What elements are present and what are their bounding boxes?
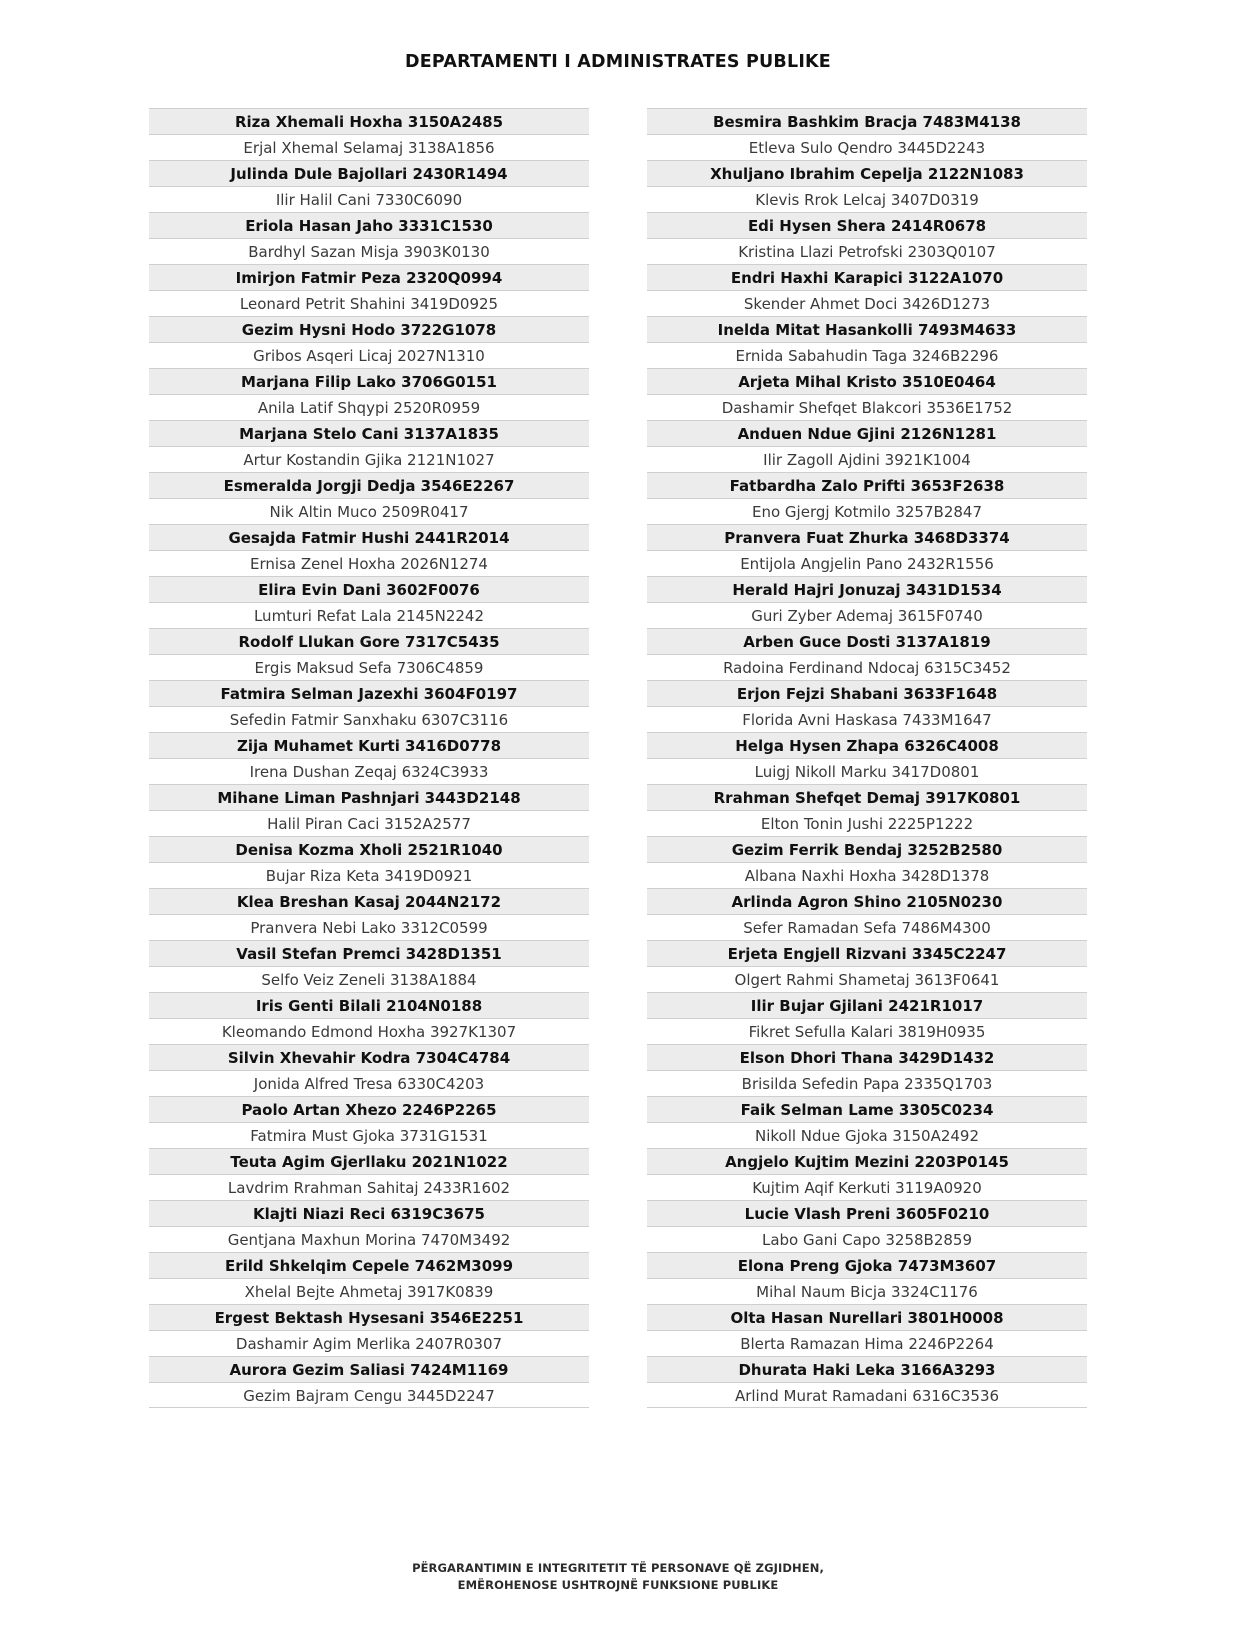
table-row: Arjeta Mihal Kristo 3510E0464 <box>647 368 1087 394</box>
table-row: Elson Dhori Thana 3429D1432 <box>647 1044 1087 1070</box>
table-row: Gribos Asqeri Licaj 2027N1310 <box>149 342 589 368</box>
table-row: Inelda Mitat Hasankolli 7493M4633 <box>647 316 1087 342</box>
table-row: Luigj Nikoll Marku 3417D0801 <box>647 758 1087 784</box>
table-row: Paolo Artan Xhezo 2246P2265 <box>149 1096 589 1122</box>
table-row: Dashamir Agim Merlika 2407R0307 <box>149 1330 589 1356</box>
table-row: Blerta Ramazan Hima 2246P2264 <box>647 1330 1087 1356</box>
footer-line-1: PËRGARANTIMIN E INTEGRITETIT TË PERSONAVE QË ZGJIDHEN, <box>412 1561 824 1575</box>
table-row: Herald Hajri Jonuzaj 3431D1534 <box>647 576 1087 602</box>
table-row: Sefer Ramadan Sefa 7486M4300 <box>647 914 1087 940</box>
table-row: Pranvera Nebi Lako 3312C0599 <box>149 914 589 940</box>
table-row: Besmira Bashkim Bracja 7483M4138 <box>647 108 1087 134</box>
table-row: Esmeralda Jorgji Dedja 3546E2267 <box>149 472 589 498</box>
table-row: Arlind Murat Ramadani 6316C3536 <box>647 1382 1087 1408</box>
table-row: Lucie Vlash Preni 3605F0210 <box>647 1200 1087 1226</box>
table-row: Arlinda Agron Shino 2105N0230 <box>647 888 1087 914</box>
table-row: Dhurata Haki Leka 3166A3293 <box>647 1356 1087 1382</box>
table-row: Erjeta Engjell Rizvani 3345C2247 <box>647 940 1087 966</box>
table-row: Kristina Llazi Petrofski 2303Q0107 <box>647 238 1087 264</box>
table-row: Fikret Sefulla Kalari 3819H0935 <box>647 1018 1087 1044</box>
table-row: Julinda Dule Bajollari 2430R1494 <box>149 160 589 186</box>
table-row: Radoina Ferdinand Ndocaj 6315C3452 <box>647 654 1087 680</box>
table-row: Riza Xhemali Hoxha 3150A2485 <box>149 108 589 134</box>
footer-line-2: EMËROHENOSE USHTROJNË FUNKSIONE PUBLIKE <box>457 1578 779 1592</box>
page-title: DEPARTAMENTI I ADMINISTRATES PUBLIKE <box>405 52 831 72</box>
table-row: Gentjana Maxhun Morina 7470M3492 <box>149 1226 589 1252</box>
table-row: Elton Tonin Jushi 2225P1222 <box>647 810 1087 836</box>
table-row: Ergis Maksud Sefa 7306C4859 <box>149 654 589 680</box>
table-row: Rrahman Shefqet Demaj 3917K0801 <box>647 784 1087 810</box>
table-row: Fatmira Must Gjoka 3731G1531 <box>149 1122 589 1148</box>
table-row: Ernida Sabahudin Taga 3246B2296 <box>647 342 1087 368</box>
table-row: Bardhyl Sazan Misja 3903K0130 <box>149 238 589 264</box>
table-row: Eno Gjergj Kotmilo 3257B2847 <box>647 498 1087 524</box>
table-row: Etleva Sulo Qendro 3445D2243 <box>647 134 1087 160</box>
table-row: Erjal Xhemal Selamaj 3138A1856 <box>149 134 589 160</box>
table-row: Brisilda Sefedin Papa 2335Q1703 <box>647 1070 1087 1096</box>
table-row: Elona Preng Gjoka 7473M3607 <box>647 1252 1087 1278</box>
table-row: Nik Altin Muco 2509R0417 <box>149 498 589 524</box>
table-row: Klevis Rrok Lelcaj 3407D0319 <box>647 186 1087 212</box>
table-row: Denisa Kozma Xholi 2521R1040 <box>149 836 589 862</box>
table-row: Mihal Naum Bicja 3324C1176 <box>647 1278 1087 1304</box>
table-row: Albana Naxhi Hoxha 3428D1378 <box>647 862 1087 888</box>
table-row: Olgert Rahmi Shametaj 3613F0641 <box>647 966 1087 992</box>
table-row: Gezim Ferrik Bendaj 3252B2580 <box>647 836 1087 862</box>
table-row: Arben Guce Dosti 3137A1819 <box>647 628 1087 654</box>
table-row: Aurora Gezim Saliasi 7424M1169 <box>149 1356 589 1382</box>
table-row: Marjana Filip Lako 3706G0151 <box>149 368 589 394</box>
table-row: Teuta Agim Gjerllaku 2021N1022 <box>149 1148 589 1174</box>
table-row: Angjelo Kujtim Mezini 2203P0145 <box>647 1148 1087 1174</box>
table-row: Fatbardha Zalo Prifti 3653F2638 <box>647 472 1087 498</box>
table-row: Pranvera Fuat Zhurka 3468D3374 <box>647 524 1087 550</box>
table-row: Lumturi Refat Lala 2145N2242 <box>149 602 589 628</box>
table-row: Silvin Xhevahir Kodra 7304C4784 <box>149 1044 589 1070</box>
table-row: Gesajda Fatmir Hushi 2441R2014 <box>149 524 589 550</box>
table-row: Xhelal Bejte Ahmetaj 3917K0839 <box>149 1278 589 1304</box>
table-row: Selfo Veiz Zeneli 3138A1884 <box>149 966 589 992</box>
table-row: Rodolf Llukan Gore 7317C5435 <box>149 628 589 654</box>
table-row: Iris Genti Bilali 2104N0188 <box>149 992 589 1018</box>
table-row: Skender Ahmet Doci 3426D1273 <box>647 290 1087 316</box>
table-row: Eriola Hasan Jaho 3331C1530 <box>149 212 589 238</box>
table-row: Gezim Hysni Hodo 3722G1078 <box>149 316 589 342</box>
table-row: Endri Haxhi Karapici 3122A1070 <box>647 264 1087 290</box>
document-page <box>0 52 1236 1652</box>
table-row: Jonida Alfred Tresa 6330C4203 <box>149 1070 589 1096</box>
table-row: Marjana Stelo Cani 3137A1835 <box>149 420 589 446</box>
table-row: Edi Hysen Shera 2414R0678 <box>647 212 1087 238</box>
names-columns <box>0 108 1236 1408</box>
table-row: Irena Dushan Zeqaj 6324C3933 <box>149 758 589 784</box>
table-row: Erjon Fejzi Shabani 3633F1648 <box>647 680 1087 706</box>
table-row: Zija Muhamet Kurti 3416D0778 <box>149 732 589 758</box>
table-row: Anduen Ndue Gjini 2126N1281 <box>647 420 1087 446</box>
table-row: Halil Piran Caci 3152A2577 <box>149 810 589 836</box>
table-row: Klea Breshan Kasaj 2044N2172 <box>149 888 589 914</box>
table-row: Gezim Bajram Cengu 3445D2247 <box>149 1382 589 1408</box>
table-row: Vasil Stefan Premci 3428D1351 <box>149 940 589 966</box>
table-row: Erild Shkelqim Cepele 7462M3099 <box>149 1252 589 1278</box>
table-row: Imirjon Fatmir Peza 2320Q0994 <box>149 264 589 290</box>
table-row: Kleomando Edmond Hoxha 3927K1307 <box>149 1018 589 1044</box>
table-row: Xhuljano Ibrahim Cepelja 2122N1083 <box>647 160 1087 186</box>
table-row: Entijola Angjelin Pano 2432R1556 <box>647 550 1087 576</box>
table-row: Sefedin Fatmir Sanxhaku 6307C3116 <box>149 706 589 732</box>
table-row: Dashamir Shefqet Blakcori 3536E1752 <box>647 394 1087 420</box>
table-row: Elira Evin Dani 3602F0076 <box>149 576 589 602</box>
table-row: Helga Hysen Zhapa 6326C4008 <box>647 732 1087 758</box>
table-row: Kujtim Aqif Kerkuti 3119A0920 <box>647 1174 1087 1200</box>
table-row: Fatmira Selman Jazexhi 3604F0197 <box>149 680 589 706</box>
table-row: Anila Latif Shqypi 2520R0959 <box>149 394 589 420</box>
table-row: Ernisa Zenel Hoxha 2026N1274 <box>149 550 589 576</box>
table-row: Labo Gani Capo 3258B2859 <box>647 1226 1087 1252</box>
table-row: Guri Zyber Ademaj 3615F0740 <box>647 602 1087 628</box>
table-row: Lavdrim Rrahman Sahitaj 2433R1602 <box>149 1174 589 1200</box>
table-row: Leonard Petrit Shahini 3419D0925 <box>149 290 589 316</box>
table-row: Nikoll Ndue Gjoka 3150A2492 <box>647 1122 1087 1148</box>
table-row: Faik Selman Lame 3305C0234 <box>647 1096 1087 1122</box>
document-footer <box>0 1560 1236 1594</box>
table-row: Ilir Zagoll Ajdini 3921K1004 <box>647 446 1087 472</box>
table-row: Ilir Halil Cani 7330C6090 <box>149 186 589 212</box>
table-row: Florida Avni Haskasa 7433M1647 <box>647 706 1087 732</box>
table-row: Olta Hasan Nurellari 3801H0008 <box>647 1304 1087 1330</box>
names-column-left <box>149 108 589 1408</box>
table-row: Bujar Riza Keta 3419D0921 <box>149 862 589 888</box>
table-row: Klajti Niazi Reci 6319C3675 <box>149 1200 589 1226</box>
table-row: Artur Kostandin Gjika 2121N1027 <box>149 446 589 472</box>
table-row: Mihane Liman Pashnjari 3443D2148 <box>149 784 589 810</box>
names-column-right <box>647 108 1087 1408</box>
table-row: Ergest Bektash Hysesani 3546E2251 <box>149 1304 589 1330</box>
table-row: Ilir Bujar Gjilani 2421R1017 <box>647 992 1087 1018</box>
